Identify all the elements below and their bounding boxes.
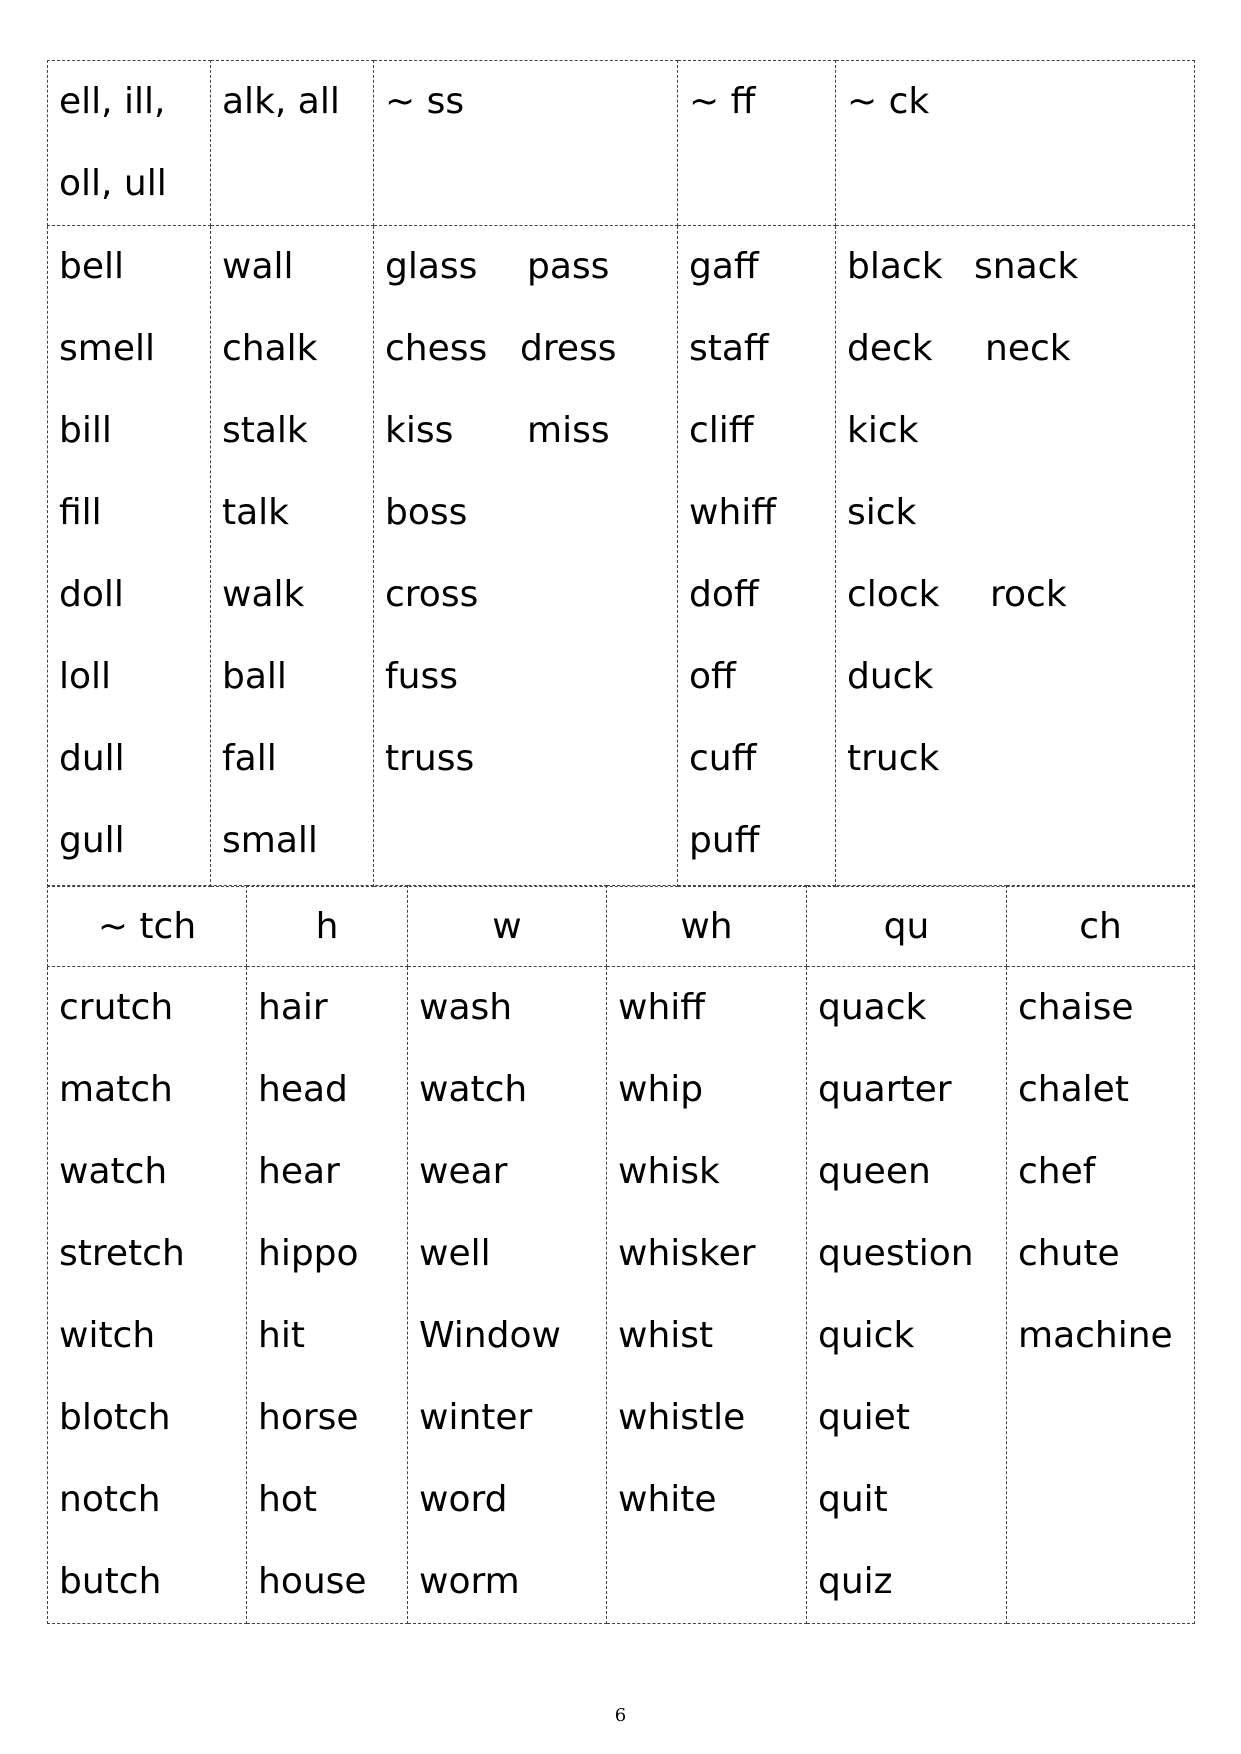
header-cell-ss bbox=[374, 61, 678, 226]
word: fuss bbox=[385, 656, 459, 697]
word: blotch bbox=[59, 1397, 171, 1438]
word-column-ch bbox=[1007, 967, 1195, 1624]
header-text: ~ ss bbox=[385, 81, 465, 122]
word-pair bbox=[847, 308, 1194, 390]
word: bill bbox=[59, 410, 112, 451]
word: deck bbox=[847, 328, 933, 369]
word: quick bbox=[818, 1315, 915, 1356]
header-text: ~ ff bbox=[689, 81, 756, 122]
word: gaff bbox=[689, 246, 759, 287]
word: doff bbox=[689, 574, 759, 615]
header-text: ~ ck bbox=[847, 81, 930, 122]
word: staff bbox=[689, 328, 769, 369]
word: hear bbox=[258, 1151, 340, 1192]
word-pair bbox=[385, 390, 677, 472]
word: bell bbox=[59, 246, 125, 287]
word: chaise bbox=[1018, 987, 1134, 1028]
word: hot bbox=[258, 1479, 317, 1520]
word: snack bbox=[974, 246, 1079, 287]
word-column-qu bbox=[807, 967, 1007, 1624]
word: talk bbox=[222, 492, 290, 533]
page-number: 6 bbox=[614, 1705, 627, 1726]
word: head bbox=[258, 1069, 348, 1110]
word: chess bbox=[385, 328, 488, 369]
word: dull bbox=[59, 738, 125, 779]
word: loll bbox=[59, 656, 112, 697]
word: cliff bbox=[689, 410, 754, 451]
word: truck bbox=[847, 738, 940, 779]
word-column-ss bbox=[374, 226, 678, 887]
word: wall bbox=[222, 246, 294, 287]
word: sick bbox=[847, 492, 917, 533]
word: duck bbox=[847, 656, 934, 697]
word: hit bbox=[258, 1315, 305, 1356]
word: quiet bbox=[818, 1397, 910, 1438]
word: stalk bbox=[222, 410, 308, 451]
word-column-h bbox=[247, 967, 408, 1624]
word: fall bbox=[222, 738, 277, 779]
word: smell bbox=[59, 328, 155, 369]
header-cell-tch: ~ tch bbox=[48, 886, 247, 967]
word: match bbox=[59, 1069, 173, 1110]
header-cell-qu: qu bbox=[807, 886, 1007, 967]
word: off bbox=[689, 656, 736, 697]
word: wash bbox=[419, 987, 513, 1028]
word-column-ell bbox=[48, 226, 211, 887]
word-pair bbox=[847, 554, 1194, 636]
word: word bbox=[419, 1479, 508, 1520]
word-row bbox=[48, 967, 1195, 1624]
word: dress bbox=[520, 328, 617, 369]
header-text: oll, ull bbox=[59, 163, 167, 204]
word: house bbox=[258, 1561, 367, 1602]
word: neck bbox=[985, 328, 1071, 369]
word: whistle bbox=[618, 1397, 746, 1438]
word-pair bbox=[847, 226, 1194, 308]
word: truss bbox=[385, 738, 475, 779]
word: fill bbox=[59, 492, 102, 533]
word: queen bbox=[818, 1151, 931, 1192]
word: cuff bbox=[689, 738, 757, 779]
header-cell-alk-all bbox=[211, 61, 374, 226]
word: question bbox=[818, 1233, 974, 1274]
word: gull bbox=[59, 820, 125, 861]
word-column-alk bbox=[211, 226, 374, 887]
word-column-w bbox=[408, 967, 607, 1624]
header-cell-wh: wh bbox=[607, 886, 807, 967]
word: stretch bbox=[59, 1233, 185, 1274]
header-cell-ck bbox=[836, 61, 1195, 226]
word: puff bbox=[689, 820, 760, 861]
word: chalet bbox=[1018, 1069, 1129, 1110]
word-column-wh bbox=[607, 967, 807, 1624]
word-row bbox=[48, 226, 1195, 887]
word: chute bbox=[1018, 1233, 1120, 1274]
word: whiff bbox=[618, 987, 706, 1028]
word: butch bbox=[59, 1561, 162, 1602]
word-column-ff bbox=[678, 226, 836, 887]
word-pair bbox=[385, 308, 677, 390]
word: doll bbox=[59, 574, 124, 615]
header-cell-h: h bbox=[247, 886, 408, 967]
word-column-ck bbox=[836, 226, 1195, 887]
word: notch bbox=[59, 1479, 161, 1520]
word: chalk bbox=[222, 328, 318, 369]
word-column-tch bbox=[48, 967, 247, 1624]
word: whist bbox=[618, 1315, 714, 1356]
word: quack bbox=[818, 987, 927, 1028]
word: whisker bbox=[618, 1233, 756, 1274]
word: black bbox=[847, 246, 943, 287]
word: whisk bbox=[618, 1151, 720, 1192]
word: hair bbox=[258, 987, 328, 1028]
word-pair bbox=[385, 226, 677, 308]
word: pass bbox=[527, 246, 610, 287]
header-cell-ff bbox=[678, 61, 836, 226]
word: horse bbox=[258, 1397, 359, 1438]
word: watch bbox=[419, 1069, 528, 1110]
word: witch bbox=[59, 1315, 156, 1356]
word: whip bbox=[618, 1069, 704, 1110]
header-row bbox=[48, 886, 1195, 967]
bottom-word-table bbox=[47, 885, 1195, 1624]
word: well bbox=[419, 1233, 491, 1274]
word: whiff bbox=[689, 492, 777, 533]
header-row bbox=[48, 61, 1195, 226]
word: hippo bbox=[258, 1233, 359, 1274]
word: machine bbox=[1018, 1315, 1173, 1356]
word: kick bbox=[847, 410, 919, 451]
word: miss bbox=[527, 410, 610, 451]
word: quit bbox=[818, 1479, 888, 1520]
word: wear bbox=[419, 1151, 508, 1192]
header-text: ell, ill, bbox=[59, 81, 166, 122]
header-text: alk, all bbox=[222, 81, 340, 122]
word: chef bbox=[1018, 1151, 1096, 1192]
word: glass bbox=[385, 246, 478, 287]
word: quiz bbox=[818, 1561, 893, 1602]
word: walk bbox=[222, 574, 305, 615]
word: ball bbox=[222, 656, 287, 697]
word: quarter bbox=[818, 1069, 952, 1110]
top-word-table bbox=[47, 60, 1195, 887]
word: white bbox=[618, 1479, 717, 1520]
word: rock bbox=[990, 574, 1067, 615]
word: watch bbox=[59, 1151, 168, 1192]
word: kiss bbox=[385, 410, 454, 451]
word: crutch bbox=[59, 987, 174, 1028]
word: Window bbox=[419, 1315, 561, 1356]
word: cross bbox=[385, 574, 479, 615]
word: boss bbox=[385, 492, 468, 533]
word: worm bbox=[419, 1561, 520, 1602]
word: small bbox=[222, 820, 318, 861]
header-cell-ell-ill bbox=[48, 61, 211, 226]
header-cell-ch: ch bbox=[1007, 886, 1195, 967]
header-cell-w: w bbox=[408, 886, 607, 967]
word: clock bbox=[847, 574, 940, 615]
word: winter bbox=[419, 1397, 533, 1438]
